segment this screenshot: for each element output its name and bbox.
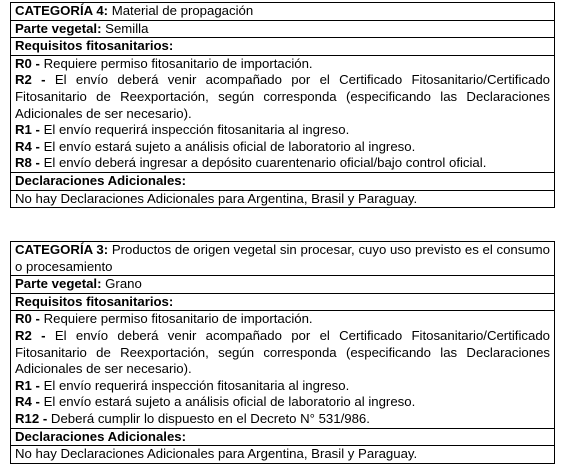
additional-declarations-text: No hay Declaraciones Adicionales para Argentina, Brasil y Paraguay.: [11, 446, 555, 464]
plant-part-cell: [11, 20, 555, 38]
plant-part-label: Parte vegetal:: [15, 20, 102, 36]
requirement-code: R4 -: [15, 138, 40, 154]
requirement-code: R12 -: [15, 410, 48, 426]
requirement-code: R4 -: [15, 394, 40, 410]
plant-part-cell: [11, 276, 555, 294]
requirement-text: El envío requerirá inspección fitosanitaria al ingreso.: [39, 122, 350, 138]
requirement-r2: [15, 72, 550, 122]
additional-declarations-heading: Declaraciones Adicionales:: [11, 428, 555, 446]
table-row: [11, 55, 555, 172]
requirement-text: El envío requerirá inspección fitosanitaria al ingreso.: [39, 377, 350, 393]
requirement-r12: [15, 411, 550, 428]
requirement-code: R2 -: [15, 72, 46, 88]
requirements-heading: Requisitos fitosanitarios:: [11, 38, 555, 56]
requirement-text: El envío deberá ingresar a depósito cuarentenario oficial/bajo control oficial.: [39, 155, 487, 171]
table-row: [11, 311, 555, 428]
requirements-list: [11, 311, 555, 428]
requirement-r0: [15, 311, 550, 328]
table-row: [11, 38, 555, 56]
category-description: Productos de origen vegetal sin procesar, cuyo uso previsto es el consumo o procesamiento: [15, 242, 551, 274]
requirements-heading: Requisitos fitosanitarios:: [11, 293, 555, 311]
category-header: [11, 242, 555, 276]
additional-declarations-heading: Declaraciones Adicionales:: [11, 172, 555, 190]
requirement-code: R1 -: [15, 122, 40, 138]
table-row: [11, 428, 555, 446]
category-code: CATEGORÍA 3:: [15, 242, 109, 257]
table-row: [11, 20, 555, 38]
table-row: [11, 190, 555, 208]
requirement-r4: [15, 139, 550, 156]
table-row: [11, 242, 555, 276]
requirement-r1: [15, 122, 550, 139]
plant-part-value: Semilla: [101, 20, 149, 36]
category-description: Material de propagación: [108, 3, 254, 18]
table-row: [11, 3, 555, 21]
additional-declarations-text: No hay Declaraciones Adicionales para Argentina, Brasil y Paraguay.: [11, 190, 555, 208]
requirement-text: El envío deberá venir acompañado por el Certificado Fitosanitario/Certificado Fitosanitario de Reexportación, según corresponda (especificando las Declaraciones Adicionales de ser necesario).: [15, 327, 550, 377]
requirement-text: Requiere permiso fitosanitario de importación.: [39, 311, 313, 327]
requirements-list: [11, 55, 555, 172]
requirement-r0: [15, 56, 550, 73]
table-row: [11, 172, 555, 190]
category-3-table: [10, 241, 555, 464]
table-row: [11, 276, 555, 294]
requirement-r8: [15, 155, 550, 172]
requirement-r4: [15, 394, 550, 411]
requirement-text: Requiere permiso fitosanitario de importación.: [39, 55, 313, 71]
requirement-text: El envío estará sujeto a análisis oficial de laboratorio al ingreso.: [39, 394, 416, 410]
requirement-text: El envío deberá venir acompañado por el Certificado Fitosanitario/Certificado Fitosanitario de Reexportación, según corresponda (especificando las Declaraciones Adicionales de ser necesario).: [15, 72, 550, 121]
requirement-code: R0 -: [15, 55, 40, 71]
requirement-code: R8 -: [15, 155, 40, 171]
requirement-code: R1 -: [15, 377, 40, 393]
category-4-table: [10, 2, 555, 208]
requirement-text: Deberá cumplir lo dispuesto en el Decreto N° 531/986.: [47, 410, 370, 426]
requirement-r1: [15, 378, 550, 395]
category-header: [11, 3, 555, 21]
requirement-text: El envío estará sujeto a análisis oficial de laboratorio al ingreso.: [39, 138, 416, 154]
table-row: [11, 446, 555, 464]
requirement-code: R0 -: [15, 311, 40, 327]
requirement-code: R2 -: [15, 327, 46, 343]
requirement-r2: [15, 328, 550, 378]
plant-part-value: Grano: [101, 276, 142, 292]
plant-part-label: Parte vegetal:: [15, 276, 102, 292]
table-row: [11, 293, 555, 311]
category-code: CATEGORÍA 4:: [15, 3, 109, 18]
